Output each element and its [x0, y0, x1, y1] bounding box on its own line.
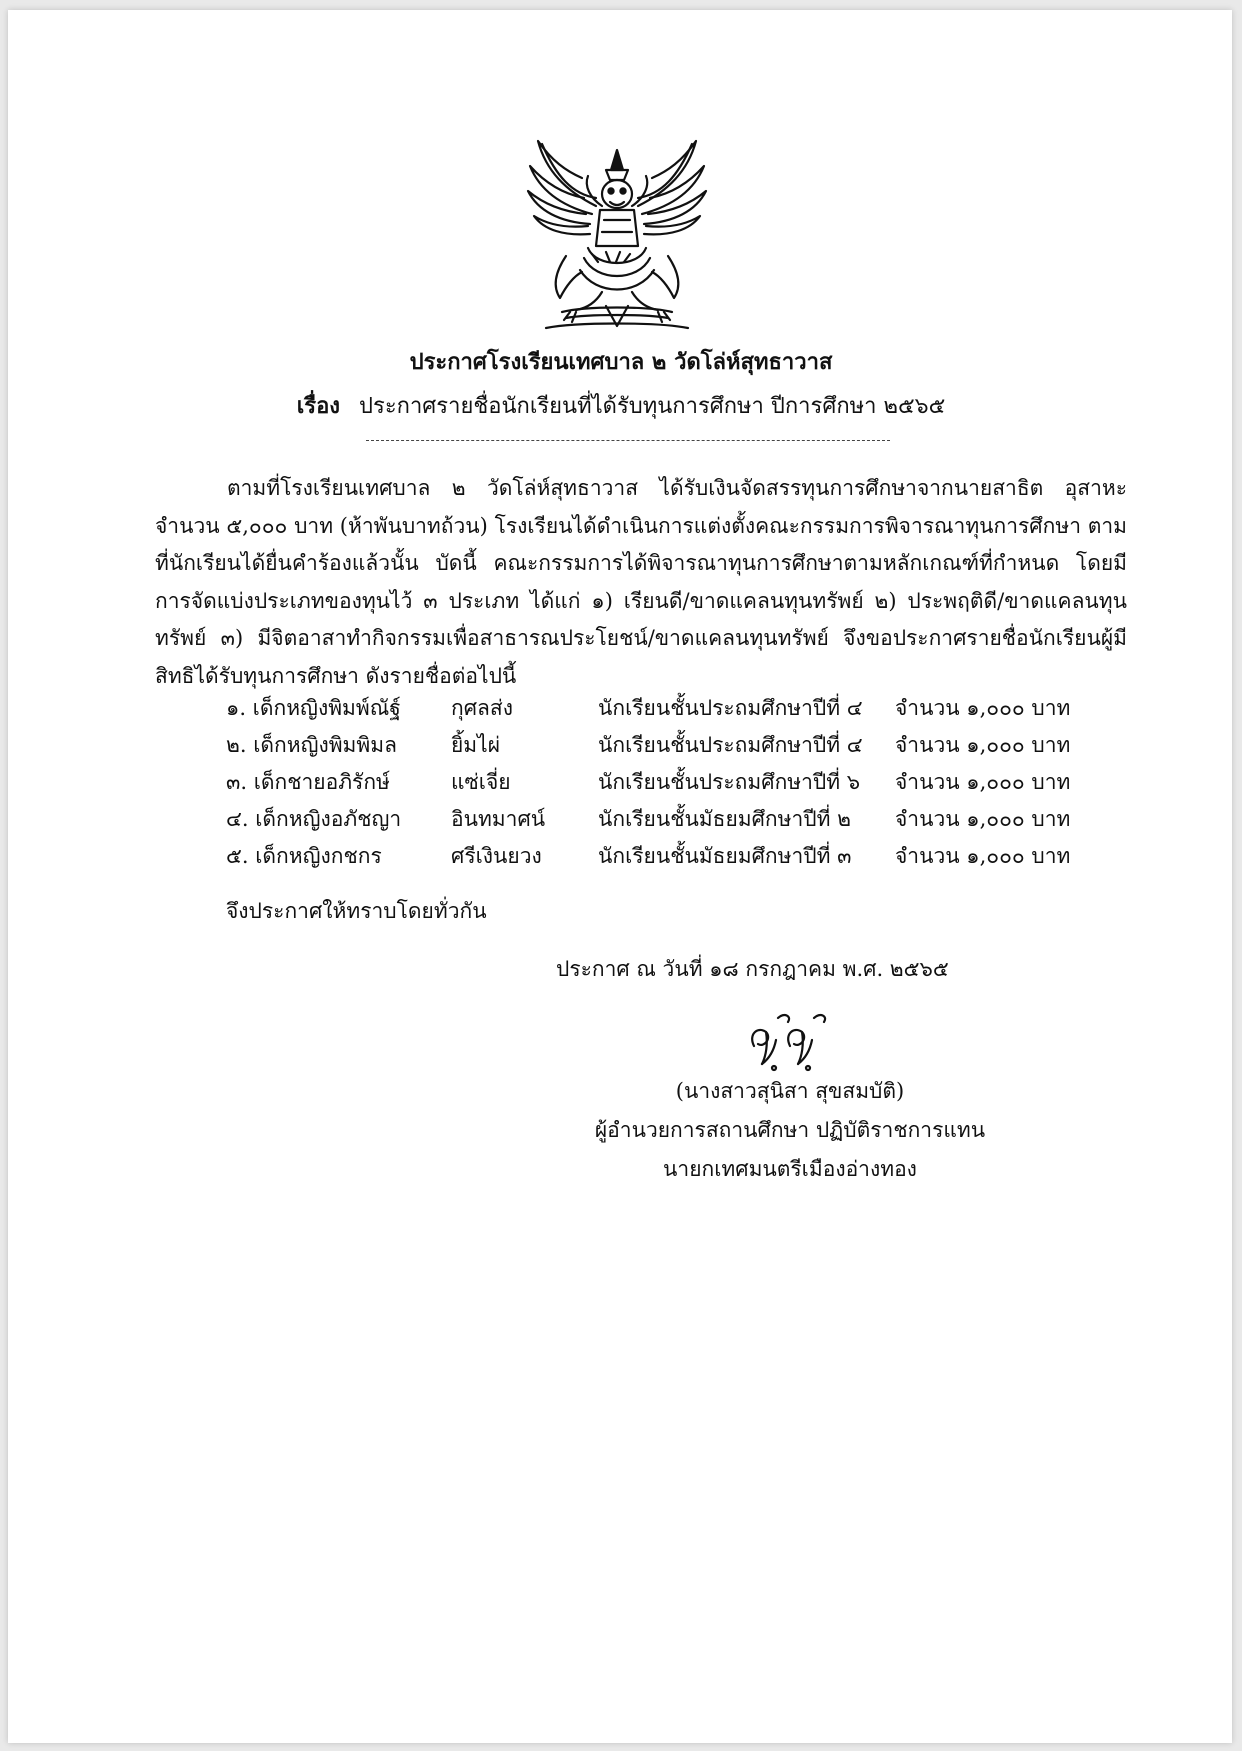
subject-text: ประกาศรายชื่อนักเรียนที่ได้รับทุนการศึกษา ปีการศึกษา ๒๕๖๕	[359, 394, 946, 419]
recipient-level: นักเรียนชั้นประถมศึกษาปีที่ ๖	[598, 770, 861, 794]
list-item	[0, 729, 1242, 766]
recipient-amount: จำนวน ๑,๐๐๐ บาท	[895, 696, 1071, 720]
list-item	[0, 840, 1242, 877]
recipient-level: นักเรียนชั้นมัธยมศึกษาปีที่ ๓	[598, 844, 852, 868]
announcement-date: ประกาศ ณ วันที่ ๑๘ กรกฎาคม พ.ศ. ๒๕๖๕	[556, 957, 949, 981]
recipient-surname: ยิ้มไผ่	[451, 733, 501, 757]
recipient-surname: อินทมาศน์	[451, 807, 546, 831]
dashed-divider	[366, 440, 890, 441]
recipient-surname: แซ่เจี่ย	[451, 770, 511, 794]
recipient-amount: จำนวน ๑,๐๐๐ บาท	[895, 770, 1071, 794]
recipient-name: ๓. เด็กชายอภิรักษ์	[226, 770, 390, 794]
recipient-surname: ศรีเงินยวง	[451, 844, 542, 868]
list-item	[0, 803, 1242, 840]
closing-statement: จึงประกาศให้ทราบโดยทั่วกัน	[226, 899, 487, 923]
recipient-level: นักเรียนชั้นประถมศึกษาปีที่ ๔	[598, 696, 863, 720]
list-item	[0, 692, 1242, 729]
recipient-amount: จำนวน ๑,๐๐๐ บาท	[895, 733, 1071, 757]
handwritten-signature	[744, 1010, 834, 1072]
announcement-subject	[0, 388, 1242, 423]
garuda-emblem-icon	[526, 136, 708, 336]
announcement-title: ประกาศโรงเรียนเทศบาล ๒ วัดโล่ห์สุทธาวาส	[409, 349, 833, 375]
recipient-name: ๒. เด็กหญิงพิมพิมล	[226, 733, 397, 757]
body-paragraph: ตามที่โรงเรียนเทศบาล ๒ วัดโล่ห์สุทธาวาส ได้รับเงินจัดสรรทุนการศึกษาจากนายสาธิต อุสาหะ จำนวน ๕,๐๐๐ บาท (ห้าพันบาทถ้วน) โรงเรียนได้ดำเนินการแต่งตั้งคณะกรรมการพิจารณาทุนการศึกษา ตามที่นักเรียนได้ยื่นคำร้องแล้วนั้น บัดนี้ คณะกรรมการได้พิจารณาทุนการศึกษาตามหลักเกณฑ์ที่กำหนด โดยมีการจัดแบ่งประเภทของทุนไว้ ๓ ประเภท ได้แก่ ๑) เรียนดี/ขาดแคลนทุนทรัพย์ ๒) ประพฤติดี/ขาดแคลนทุนทรัพย์ ๓) มีจิตอาสาทำกิจกรรมเพื่อสาธารณประโยชน์/ขาดแคลนทุนทรัพย์ จึงขอประกาศรายชื่อนักเรียนผู้มีสิทธิได้รับทุนการศึกษา ดังรายชื่อต่อไปนี้	[155, 476, 1127, 688]
recipient-surname: กุศลส่ง	[451, 696, 513, 720]
list-item	[0, 766, 1242, 803]
recipient-level: นักเรียนชั้นประถมศึกษาปีที่ ๔	[598, 733, 863, 757]
recipient-amount: จำนวน ๑,๐๐๐ บาท	[895, 807, 1071, 831]
recipient-name: ๑. เด็กหญิงพิมพ์ณัฐ์	[226, 696, 401, 720]
subject-label: เรื่อง	[296, 393, 341, 419]
recipient-amount: จำนวน ๑,๐๐๐ บาท	[895, 844, 1071, 868]
signatory-name: (นางสาวสุนิสา สุขสมบัติ)	[675, 1079, 905, 1103]
recipient-level: นักเรียนชั้นมัธยมศึกษาปีที่ ๒	[598, 807, 851, 831]
recipient-name: ๕. เด็กหญิงกชกร	[226, 844, 382, 868]
signatory-position: ผู้อำนวยการสถานศึกษา ปฏิบัติราชการแทน	[594, 1118, 986, 1142]
recipient-name: ๔. เด็กหญิงอภัชญา	[226, 807, 402, 831]
signatory-on-behalf: นายกเทศมนตรีเมืองอ่างทอง	[663, 1157, 917, 1181]
